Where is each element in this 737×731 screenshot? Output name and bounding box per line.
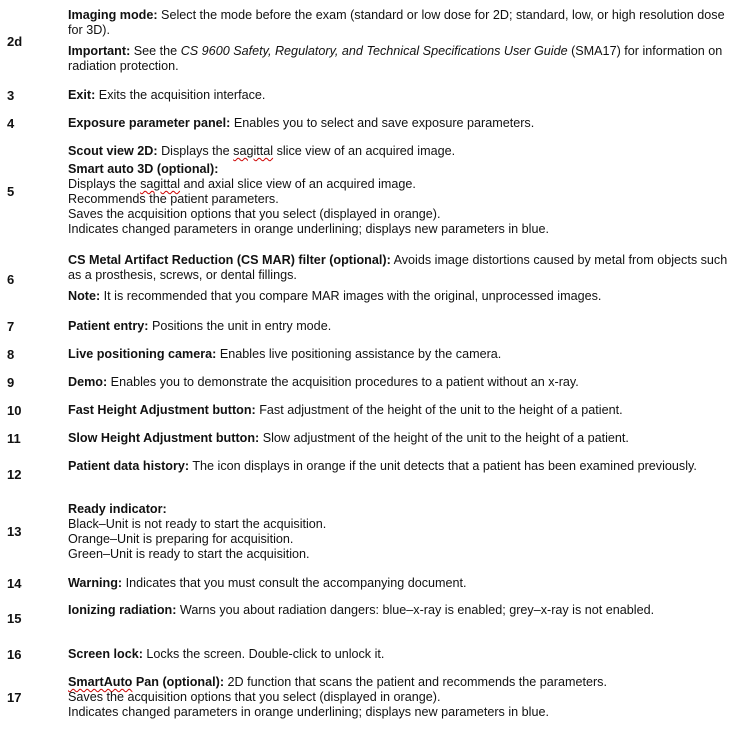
item-term: Patient entry: (68, 319, 149, 333)
item-text: Warns you about radiation dangers: blue–x-ray is enabled; grey–x-ray is not enabled. (176, 603, 655, 617)
item-text: Enables you to demonstrate the acquisition procedures to a patient without an x-ray. (107, 375, 579, 389)
item-term: Warning: (68, 576, 123, 590)
item-text: Locks the screen. Double-click to unlock it. (142, 647, 385, 661)
item-text: Avoids image distortions caused by metal from objects such as a prosthesis, screws, or dental fillings. (68, 253, 728, 282)
item-number: 16 (7, 647, 22, 662)
item-number: 6 (7, 272, 15, 287)
item-term: Live positioning camera: (68, 347, 217, 361)
item-number: 5 (7, 184, 15, 199)
item-text: Enables live positioning assistance by the camera. (216, 347, 502, 361)
item-number: 4 (7, 116, 15, 131)
item-term: Slow Height Adjustment button: (68, 431, 260, 445)
item-term: Smart auto 3D (optional): (68, 162, 219, 176)
important-term: Important: (68, 44, 131, 58)
item-number: 8 (7, 347, 15, 362)
item-term: CS Metal Artifact Reduction (CS MAR) filter (optional): (68, 253, 391, 267)
item-number: 9 (7, 375, 15, 390)
item-term: Demo: (68, 375, 108, 389)
item-term: Ionizing radiation: (68, 603, 177, 617)
item-number: 10 (7, 403, 22, 418)
document-page: 2d Imaging mode: Select the mode before the exam (standard or low dose for 2D; standard, low, or high resolution dose for 3D). Important: See the CS 9600 Safety, Regulatory, and Technical Specifications User Guide (SMA17) for information on radiation protection. 3 Exit: Exits the acquisition interface. 4 Exposure parameter panel: Enables you to select and save exposure parameters. 5 Scout view 2D: Displays the sagittal slice view of an acquired image. Smart auto 3D (optional): Displays the sagittal and axial slice view of an acquired image. Recommends the patient parameters. Saves the acquisition options that you select (displayed in orange). Indicates changed parameters in orange underlining; displays new parameters in blue. 6 CS Metal Artifact Reduction (CS MAR) filter (optional): Avoids image distortions caused by metal from objects such as a prosthesis, screws, or dental fillings. Note: It is recommended that you compare MAR images with the original, unprocessed images. 7 Patient entry: Positions the unit in entry mode. 8 Live positioning camera: Enables live positioning assistance by the camera. 9 Demo: Enables you to demonstrate the acquisition procedures to a patient without an x-ray. 10 Fast Height Adjustment button: Fast adjustment of the height of the unit to the height of a patient. 11 Slow Height Adjustment button: Slow adjustment of the height of the unit to the height of a patient. 12 Patient data history: The icon displays in orange if the unit detects that a patient has been examined previously. 13 Ready indicator: Black–Unit is not ready to start the acquisition. Orange–Unit is preparing for acquisition. Green–Unit is ready to start the acquisition. 14 Warning: Indicates that you must consult the accompanying document. 15 Ionizing radiation: Warns you about radiation dangers: blue–x-ray is enabled; grey–x-ray is not enabled. 16 Screen lock: Locks the screen. Double-click to unlock it. 17 SmartAuto Pan (optional): 2D function that scans the patient and recommends the parameters. Saves the acquisition options that you select (displayed in orange). Indicates changed parameters in orange underlining; displays new parameters in blue. (0, 0, 737, 731)
item-text: Fast adjustment of the height of the unit to the height of a patient. (255, 403, 623, 417)
item-text: Indicates that you must consult the accompanying document. (122, 576, 467, 590)
item-number: 11 (7, 431, 21, 446)
item-term: Imaging mode: (68, 8, 158, 22)
item-text: Exits the acquisition interface. (95, 88, 266, 102)
item-text: Select the mode before the exam (standard or low dose for 2D; standard, low, or high resolution dose for 3D). (68, 8, 725, 37)
item-text: It is recommended that you compare MAR images with the original, unprocessed images. (100, 289, 602, 303)
item-term: Screen lock: (68, 647, 143, 661)
item-number: 17 (7, 690, 22, 705)
item-number: 12 (7, 467, 22, 482)
item-term: Ready indicator: (68, 502, 167, 516)
item-number: 3 (7, 88, 15, 103)
item-term: Patient data history: (68, 459, 190, 473)
note-term: Note: (68, 289, 101, 303)
item-term: Fast Height Adjustment button: (68, 403, 256, 417)
guide-title: CS 9600 Safety, Regulatory, and Technical Specifications User Guide (180, 44, 568, 58)
item-number: 2d (7, 34, 23, 49)
item-text: Enables you to select and save exposure parameters. (230, 116, 535, 130)
item-term: Scout view 2D: (68, 144, 158, 158)
item-text: Positions the unit in entry mode. (148, 319, 332, 333)
item-term: SmartAuto (68, 675, 133, 689)
item-number: 13 (7, 524, 22, 539)
item-term: Exit: (68, 88, 96, 102)
item-number: 14 (7, 576, 22, 591)
item-text: Slow adjustment of the height of the unit to the height of a patient. (259, 431, 629, 445)
item-text: The icon displays in orange if the unit detects that a patient has been examined previously. (189, 459, 697, 473)
item-number: 15 (7, 611, 22, 626)
item-text: 2D function that scans the patient and recommends the parameters. (224, 675, 607, 689)
item-term: Exposure parameter panel: (68, 116, 231, 130)
item-number: 7 (7, 319, 15, 334)
